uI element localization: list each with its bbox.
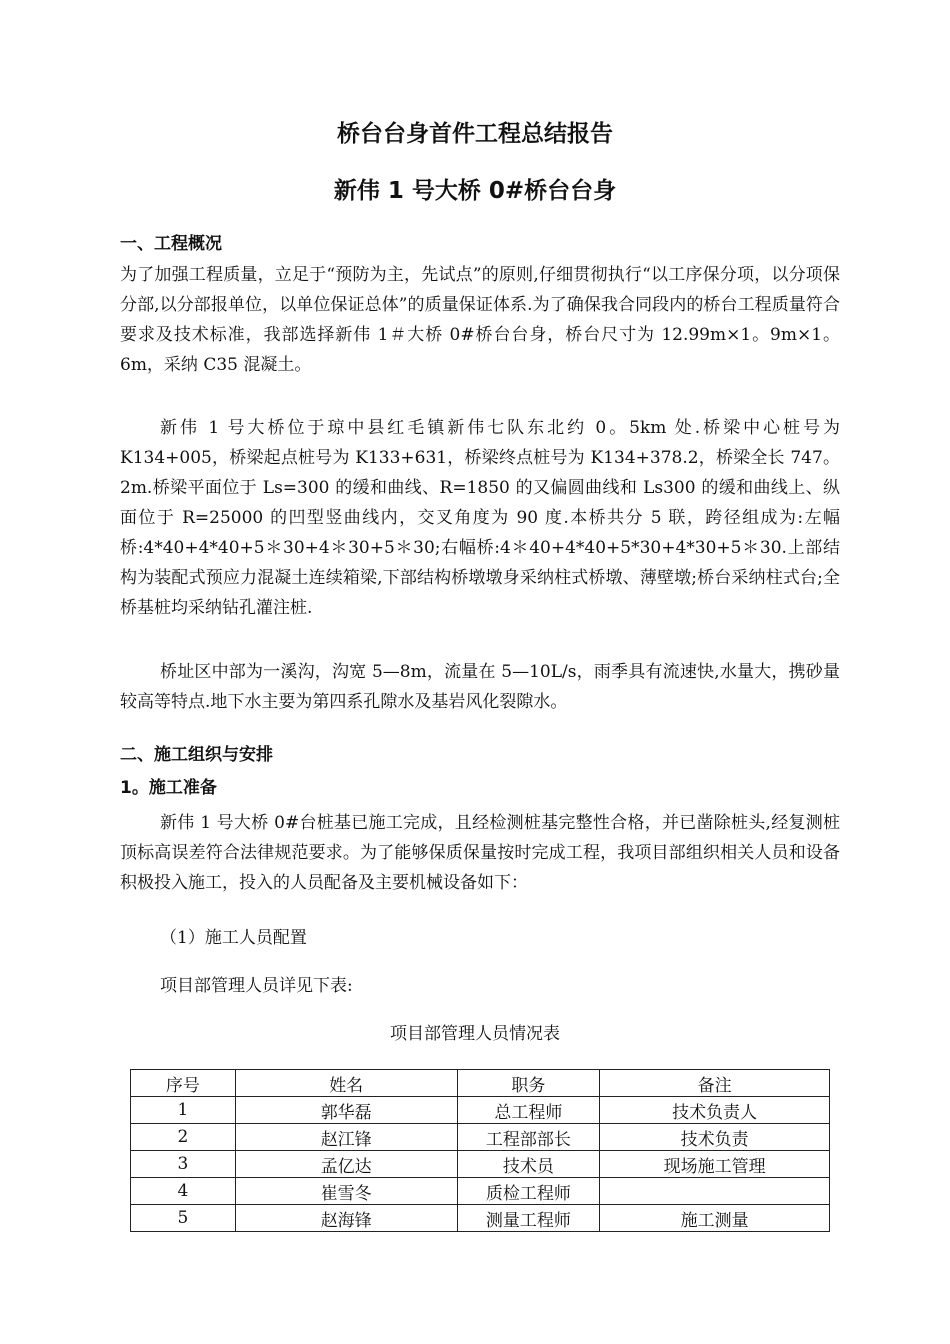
document-title: 桥台台身首件工程总结报告 bbox=[337, 121, 613, 147]
cell-remarks bbox=[600, 1178, 830, 1205]
cell-name: 崔雪冬 bbox=[235, 1178, 457, 1205]
section-1-paragraph-3: 桥址区中部为一溪沟，沟宽 5—8m，流量在 5—10L/s，雨季具有流速快,水量大，携砂量较高等特点.地下水主要为第四系孔隙水及基岩风化裂隙水。 bbox=[120, 662, 840, 712]
column-header-index: 序号 bbox=[131, 1070, 236, 1097]
cell-name: 赵江锋 bbox=[235, 1124, 457, 1151]
cell-remarks: 技术负责人 bbox=[600, 1097, 830, 1124]
cell-index: 1 bbox=[131, 1097, 236, 1124]
cell-index: 2 bbox=[131, 1124, 236, 1151]
section-1-paragraph-2: 新伟 1 号大桥位于琼中县红毛镇新伟七队东北约 0。5km 处.桥梁中心桩号为 K134+005，桥梁起点桩号为 K133+631，桥梁终点桩号为 K134+378.2，桥梁全长 747。2m.桥梁平面位于 Ls=300 的缓和曲线、R=1850 的又偏圆曲线和 Ls300 的缓和曲线上、纵面位于 R=25000 的凹型竖曲线内，交叉角度为 90 度.本桥共分 5 联，跨径组成为:左幅桥:4*40+4*40+5＊30+4＊30+5＊30;右幅桥:4＊40+4*40+5*30+4*30+5＊30.上部结构为装配式预应力混凝土连续箱梁,下部结构桥墩墩身采纳柱式桥墩、薄壁墩;桥台采纳柱式台;全桥基桩均采纳钻孔灌注桩. bbox=[120, 418, 840, 618]
column-header-position: 职务 bbox=[457, 1070, 600, 1097]
section-2-subheading: 1。施工准备 bbox=[120, 778, 217, 798]
table-row bbox=[131, 1178, 830, 1205]
table-header-row bbox=[131, 1070, 830, 1097]
cell-name: 赵海锋 bbox=[235, 1205, 457, 1232]
section-2-paragraph-2: 项目部管理人员详见下表: bbox=[160, 976, 353, 996]
table-row bbox=[131, 1205, 830, 1232]
cell-position: 技术员 bbox=[457, 1151, 600, 1178]
cell-position: 总工程师 bbox=[457, 1097, 600, 1124]
section-2-list-item: （1）施工人员配置 bbox=[160, 928, 307, 948]
cell-index: 4 bbox=[131, 1178, 236, 1205]
section-1-paragraph-1: 为了加强工程质量，立足于“预防为主，先试点”的原则,仔细贯彻执行“以工序保分项，以分项保分部,以分部报单位，以单位保证总体”的质量保证体系.为了确保我合同段内的桥台工程质量符合要求及技术标准，我部选择新伟 1＃大桥 0#桥台台身，桥台尺寸为 12.99m×1。9m×1。6m，采纳 C35 混凝土。 bbox=[120, 265, 840, 375]
cell-name: 郭华磊 bbox=[235, 1097, 457, 1124]
cell-remarks: 技术负责 bbox=[600, 1124, 830, 1151]
staff-table bbox=[130, 1069, 830, 1232]
table-row bbox=[131, 1151, 830, 1178]
cell-remarks: 现场施工管理 bbox=[600, 1151, 830, 1178]
section-1-heading: 一、工程概况 bbox=[120, 234, 222, 254]
section-2-paragraph-1: 新伟 1 号大桥 0#台桩基已施工完成，且经检测桩基完整性合格，并已凿除桩头,经复测桩顶标高误差符合法律规范要求。为了能够保质保量按时完成工程，我项目部组织相关人员和设备积极投入施工，投入的人员配备及主要机械设备如下： bbox=[120, 813, 840, 893]
cell-position: 质检工程师 bbox=[457, 1178, 600, 1205]
column-header-remarks: 备注 bbox=[600, 1070, 830, 1097]
table-row bbox=[131, 1124, 830, 1151]
column-header-name: 姓名 bbox=[235, 1070, 457, 1097]
table-row bbox=[131, 1097, 830, 1124]
table-caption: 项目部管理人员情况表 bbox=[390, 1024, 560, 1044]
cell-index: 5 bbox=[131, 1205, 236, 1232]
cell-index: 3 bbox=[131, 1151, 236, 1178]
cell-position: 工程部部长 bbox=[457, 1124, 600, 1151]
document-subtitle: 新伟 1 号大桥 0#桥台台身 bbox=[333, 178, 617, 204]
section-2-heading: 二、施工组织与安排 bbox=[120, 745, 273, 765]
cell-remarks: 施工测量 bbox=[600, 1205, 830, 1232]
cell-position: 测量工程师 bbox=[457, 1205, 600, 1232]
cell-name: 孟亿达 bbox=[235, 1151, 457, 1178]
